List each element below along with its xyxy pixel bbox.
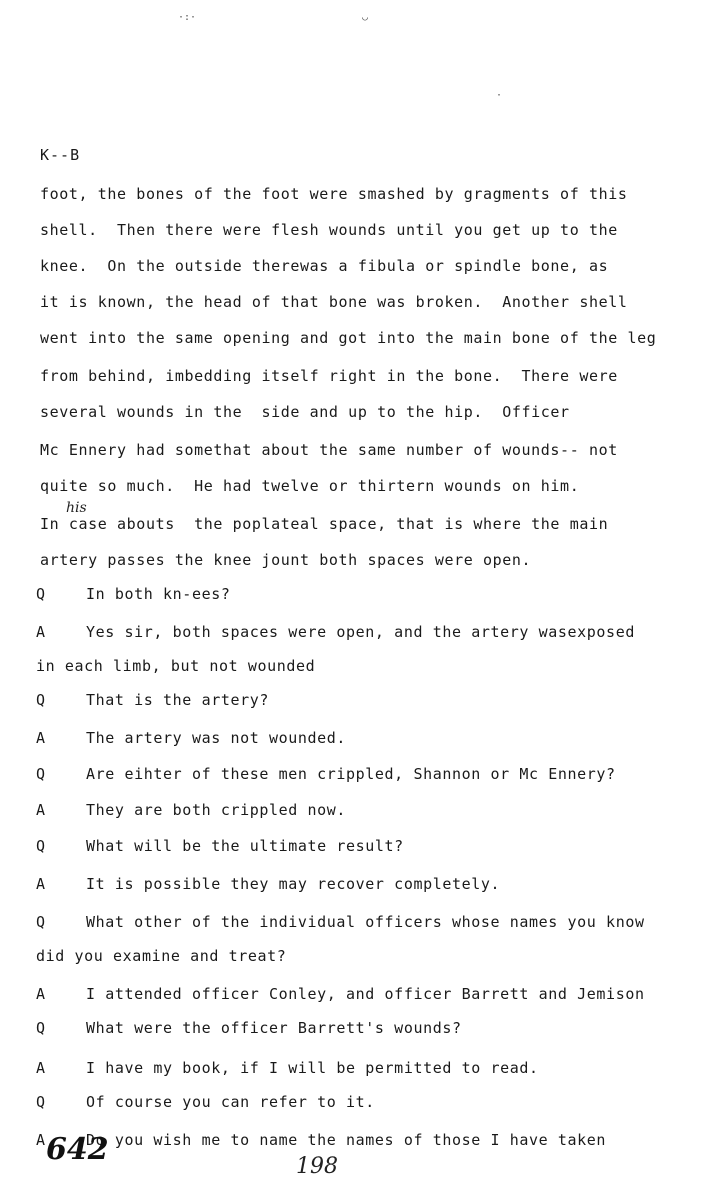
qa-line <box>36 874 716 894</box>
qa-line <box>36 690 716 710</box>
qa-marker: Q <box>36 765 46 783</box>
qa-marker: A <box>36 623 46 641</box>
qa-text: The artery was not wounded. <box>86 729 347 747</box>
qa-line <box>36 1018 716 1038</box>
document-header: K--B <box>40 146 81 164</box>
qa-marker: A <box>36 801 46 819</box>
body-line: several wounds in the side and up to the hip. Officer <box>40 403 570 421</box>
qa-line <box>36 764 716 784</box>
scan-speck: ·:· <box>178 12 197 23</box>
qa-line <box>36 622 716 642</box>
qa-text: What other of the individual officers whose names you know <box>86 913 645 931</box>
body-line: In case abouts the poplateal space, that is where the main <box>40 515 609 533</box>
qa-marker: Q <box>36 837 46 855</box>
qa-line <box>36 984 716 1004</box>
qa-continuation: in each limb, but not wounded <box>36 657 316 675</box>
qa-marker: A <box>36 729 46 747</box>
qa-text: Of course you can refer to it. <box>86 1093 375 1111</box>
handwritten-page-number: 642 <box>46 1132 109 1167</box>
qa-text: In both kn-ees? <box>86 585 231 603</box>
qa-text: What were the officer Barrett's wounds? <box>86 1019 462 1037</box>
body-line: artery passes the knee jount both spaces were open. <box>40 551 532 569</box>
qa-marker: Q <box>36 1019 46 1037</box>
body-line: it is known, the head of that bone was broken. Another shell <box>40 293 628 311</box>
qa-marker: A <box>36 1131 46 1149</box>
body-line: knee. On the outside therewas a fibula or spindle bone, as <box>40 257 609 275</box>
qa-marker: A <box>36 1059 46 1077</box>
body-line: quite so much. He had twelve or thirtern wounds on him. <box>40 477 580 495</box>
qa-line <box>36 728 716 748</box>
qa-text: It is possible they may recover completely. <box>86 875 501 893</box>
qa-marker: Q <box>36 585 46 603</box>
body-line: shell. Then there were flesh wounds until you get up to the <box>40 221 618 239</box>
handwritten-folio-number: 198 <box>296 1154 338 1179</box>
qa-marker: Q <box>36 913 46 931</box>
scan-speck: ◡ <box>362 12 369 23</box>
qa-text: Are eihter of these men crippled, Shannon or Mc Ennery? <box>86 765 616 783</box>
qa-line <box>36 800 716 820</box>
scan-speck: · <box>496 90 503 101</box>
qa-line <box>36 1130 716 1150</box>
qa-text: Do you wish me to name the names of those I have taken <box>86 1131 607 1149</box>
body-line: foot, the bones of the foot were smashed by gragments of this <box>40 185 628 203</box>
qa-line <box>36 1058 716 1078</box>
qa-line <box>36 912 716 932</box>
qa-text: They are both crippled now. <box>86 801 347 819</box>
qa-text: I attended officer Conley, and officer Barrett and Jemison <box>86 985 645 1003</box>
body-line: went into the same opening and got into the main bone of the leg <box>40 329 657 347</box>
qa-line <box>36 584 716 604</box>
qa-text: Yes sir, both spaces were open, and the artery wasexposed <box>86 623 635 641</box>
qa-marker: A <box>36 985 46 1003</box>
handwritten-insertion: his <box>66 500 87 516</box>
body-line: Mc Ennery had somethat about the same number of wounds-- not <box>40 441 618 459</box>
qa-line <box>36 1092 716 1112</box>
qa-text: I have my book, if I will be permitted to read. <box>86 1059 539 1077</box>
qa-marker: Q <box>36 691 46 709</box>
body-line: from behind, imbedding itself right in the bone. There were <box>40 367 618 385</box>
qa-text: That is the artery? <box>86 691 269 709</box>
qa-text: What will be the ultimate result? <box>86 837 404 855</box>
qa-marker: A <box>36 875 46 893</box>
qa-continuation: did you examine and treat? <box>36 947 287 965</box>
qa-line <box>36 836 716 856</box>
qa-marker: Q <box>36 1093 46 1111</box>
